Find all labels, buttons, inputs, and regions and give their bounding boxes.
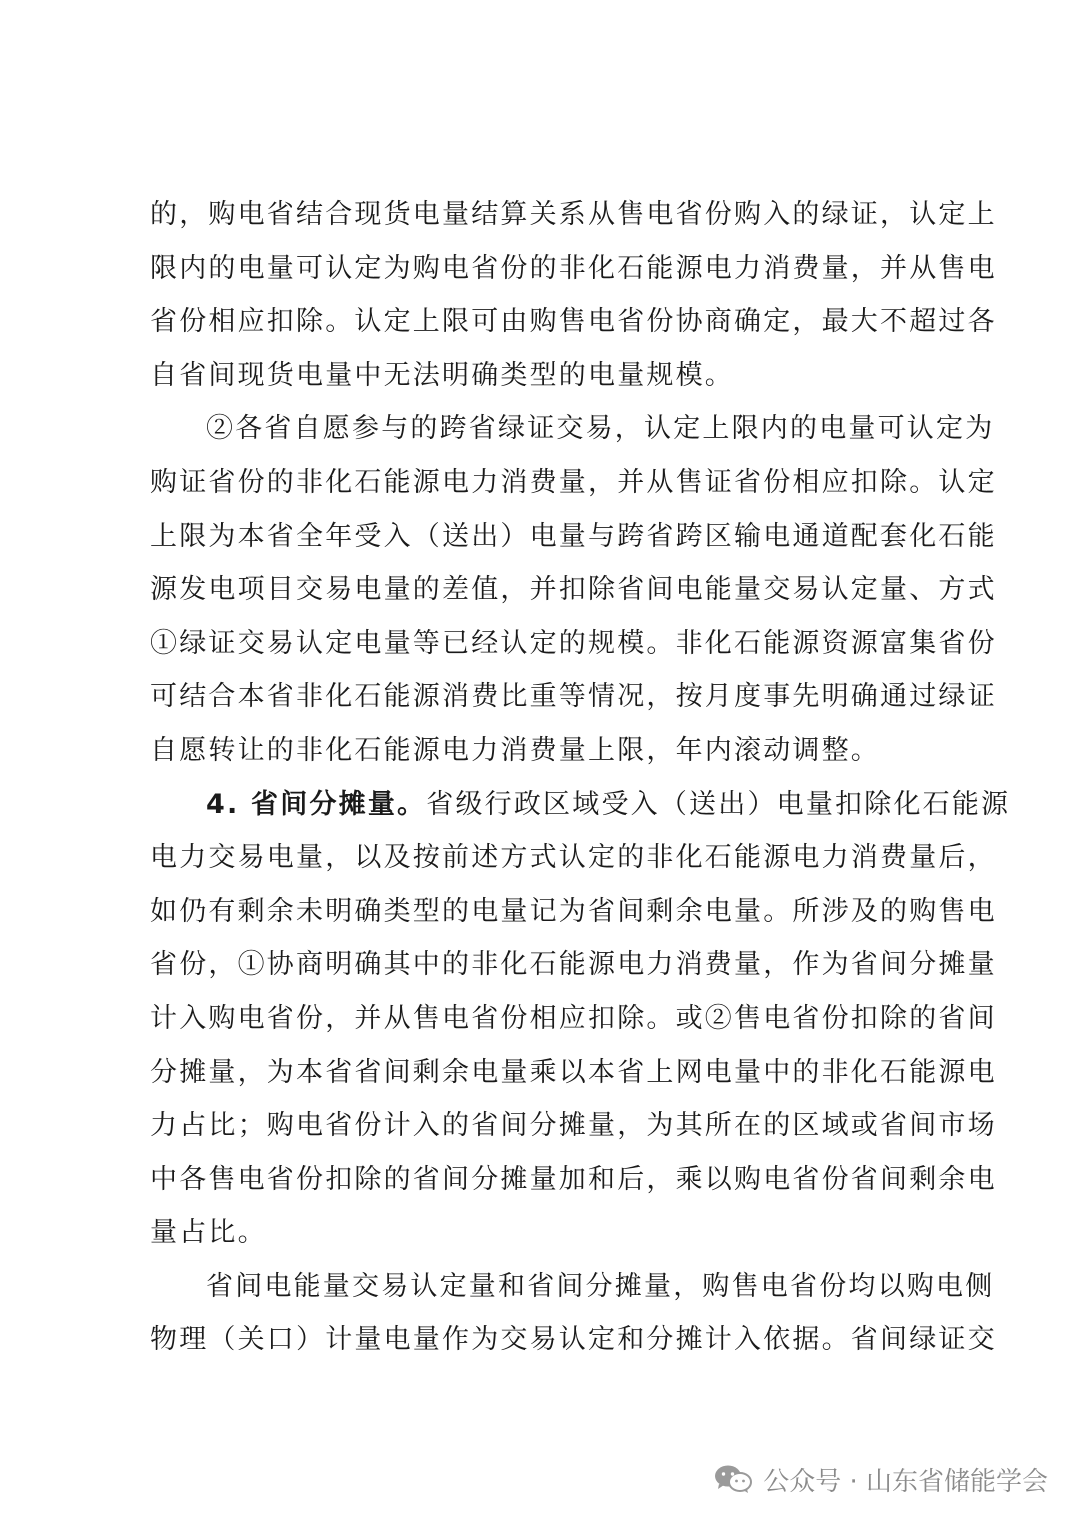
text-line: 可结合本省非化石能源消费比重等情况，按月度事先明确通过绿证	[150, 681, 997, 713]
document-body	[150, 188, 1011, 1367]
text-line: 量占比。	[150, 1217, 267, 1249]
text-line: 省份，①协商明确其中的非化石能源电力消费量，作为省间分摊量	[150, 949, 997, 981]
text-line: 购证省份的非化石能源电力消费量，并从售证省份相应扣除。认定	[150, 466, 997, 498]
text-line: 上限为本省全年受入（送出）电量与跨省跨区输电通道配套化石能	[150, 520, 997, 552]
text-line: ②各省自愿参与的跨省绿证交易，认定上限内的电量可认定为	[206, 413, 995, 445]
text-line: 物理（关口）计量电量作为交易认定和分摊计入依据。省间绿证交	[150, 1324, 997, 1356]
watermark	[713, 1457, 1048, 1501]
section-4-heading: 4. 省间分摊量。	[206, 788, 427, 820]
watermark-text: 公众号 · 山东省储能学会	[763, 1466, 1048, 1497]
text-line: 自省间现货电量中无法明确类型的电量规模。	[150, 359, 734, 391]
wechat-icon	[713, 1463, 753, 1495]
section-4-line	[150, 778, 1011, 832]
text-line: 分摊量，为本省省间剩余电量乘以本省上网电量中的非化石能源电	[150, 1056, 997, 1088]
text-line: 源发电项目交易电量的差值，并扣除省间电能量交易认定量、方式	[150, 574, 997, 606]
text-line: 计入购电省份，并从售电省份相应扣除。或②售电省份扣除的省间	[150, 1002, 997, 1034]
text-line: 中各售电省份扣除的省间分摊量加和后，乘以购电省份省间剩余电	[150, 1163, 997, 1195]
text-line: 电力交易电量，以及按前述方式认定的非化石能源电力消费量后，	[150, 842, 997, 874]
text-line: ①绿证交易认定电量等已经认定的规模。非化石能源资源富集省份	[150, 627, 997, 659]
text-line: 限内的电量可认定为购电省份的非化石能源电力消费量，并从售电	[150, 252, 997, 284]
text-line: 省间电能量交易认定量和省间分摊量，购售电省份均以购电侧	[206, 1270, 995, 1302]
text-line: 力占比；购电省份计入的省间分摊量，为其所在的区域或省间市场	[150, 1110, 997, 1142]
text-line: 如仍有剩余未明确类型的电量记为省间剩余电量。所涉及的购售电	[150, 895, 997, 927]
text-line: 的，购电省结合现货电量结算关系从售电省份购入的绿证，认定上	[150, 199, 997, 230]
text-line: 省份相应扣除。认定上限可由购售电省份协商确定，最大不超过各	[150, 306, 997, 338]
text-line: 自愿转让的非化石能源电力消费量上限，年内滚动调整。	[150, 734, 880, 766]
text-line: 省级行政区域受入（送出）电量扣除化石能源	[426, 788, 1011, 820]
